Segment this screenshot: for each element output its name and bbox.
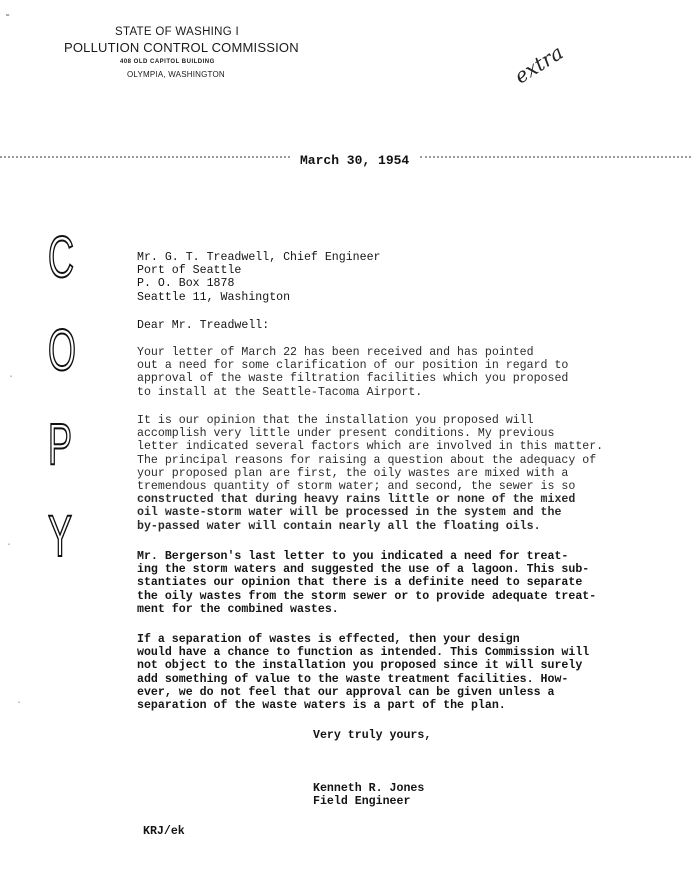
- letterhead-commission: POLLUTION CONTROL COMMISSION: [64, 40, 299, 55]
- paragraph-line: constructed that during heavy rains little or none of the mixed: [137, 493, 576, 507]
- letterhead-state: STATE OF WASHING I: [115, 26, 240, 38]
- dotted-band-right: [420, 156, 691, 166]
- paragraph-line: ing the storm waters and suggested the use of a lagoon. This sub-: [137, 563, 590, 577]
- paragraph-line: Mr. Bergerson's last letter to you indicated a need for treat-: [137, 550, 569, 563]
- paragraph-line: stantiates our opinion that there is a definite need to separate: [137, 576, 583, 590]
- letterhead-building: 408 OLD CAPITOL BUILDING: [120, 59, 215, 65]
- paragraph-line: ment for the combined wastes.: [137, 602, 339, 616]
- letterhead-city: OLYMPIA, WASHINGTON: [127, 70, 225, 79]
- paragraph-line: oil waste-storm water will be processed in the system and the: [137, 506, 562, 520]
- signature-title: Field Engineer: [313, 795, 411, 809]
- paragraph-line: to install at the Seattle-Tacoma Airport.: [137, 385, 423, 399]
- address-line: P. O. Box 1878: [137, 277, 235, 291]
- paragraph-line: approval of the waste filtration facilities which you proposed: [137, 372, 569, 386]
- copy-stamp-letter-p: P: [48, 412, 72, 477]
- paragraph-line: The principal reasons for raising a question about the adequacy of: [137, 453, 597, 467]
- salutation: Dear Mr. Treadwell:: [137, 319, 270, 332]
- copy-stamp-letter-y: Y: [48, 504, 72, 569]
- paragraph-2: [137, 414, 603, 533]
- paragraph-line: Your letter of March 22 has been received and has pointed: [137, 346, 534, 359]
- paragraph-line: the oily wastes from the storm sewer or to provide adequate treat-: [137, 589, 597, 603]
- typist-initials: KRJ/ek: [143, 825, 185, 838]
- address-line: Mr. G. T. Treadwell, Chief Engineer: [137, 251, 381, 264]
- paragraph-line: ever, we do not feel that our approval can be given unless a: [137, 685, 555, 699]
- paragraph-line: out a need for some clarification of our position in regard to: [137, 359, 569, 373]
- paragraph-line: letter indicated several factors which are involved in this matter.: [137, 440, 604, 454]
- paragraph-line: tremendous quantity of storm water; and second, the sewer is so: [137, 479, 576, 493]
- scan-speck: ·: [8, 372, 15, 383]
- recipient-address: [137, 251, 381, 304]
- paragraph-line: add something of value to the waste treatment facilities. How-: [137, 672, 569, 686]
- paragraph-line: If a separation of wastes is effected, then your design: [137, 633, 520, 646]
- paragraph-line: by-passed water will contain nearly all the floating oils.: [137, 519, 541, 533]
- paragraph-3: [137, 550, 596, 616]
- address-line: Seattle 11, Washington: [137, 290, 291, 304]
- paragraph-line: not object to the installation you proposed since it will surely: [137, 659, 583, 673]
- dotted-band-left: [0, 156, 290, 166]
- paragraph-line: It is our opinion that the installation you proposed will: [137, 414, 534, 427]
- paragraph-line: would have a chance to function as intended. This Commission will: [137, 646, 590, 660]
- paragraph-line: separation of the waste waters is a part of the plan.: [137, 698, 506, 712]
- letter-date: March 30, 1954: [300, 153, 410, 168]
- closing: Very truly yours,: [313, 729, 432, 742]
- copy-stamp-letter-o: O: [48, 318, 76, 383]
- scan-speck: ·: [6, 540, 13, 551]
- scan-speck: ·: [16, 698, 23, 709]
- paragraph-1: [137, 346, 568, 399]
- top-left-mark: -: [4, 8, 12, 22]
- paragraph-line: accomplish very little under present conditions. My previous: [137, 427, 555, 441]
- paragraph-4: [137, 633, 589, 712]
- address-line: Port of Seattle: [137, 264, 242, 278]
- paragraph-line: your proposed plan are first, the oily wastes are mixed with a: [137, 466, 569, 480]
- handwritten-note: extra: [510, 40, 568, 89]
- signature-name: Kenneth R. Jones: [313, 782, 425, 795]
- copy-stamp-letter-c: C: [48, 225, 74, 290]
- signature-block: [313, 782, 424, 808]
